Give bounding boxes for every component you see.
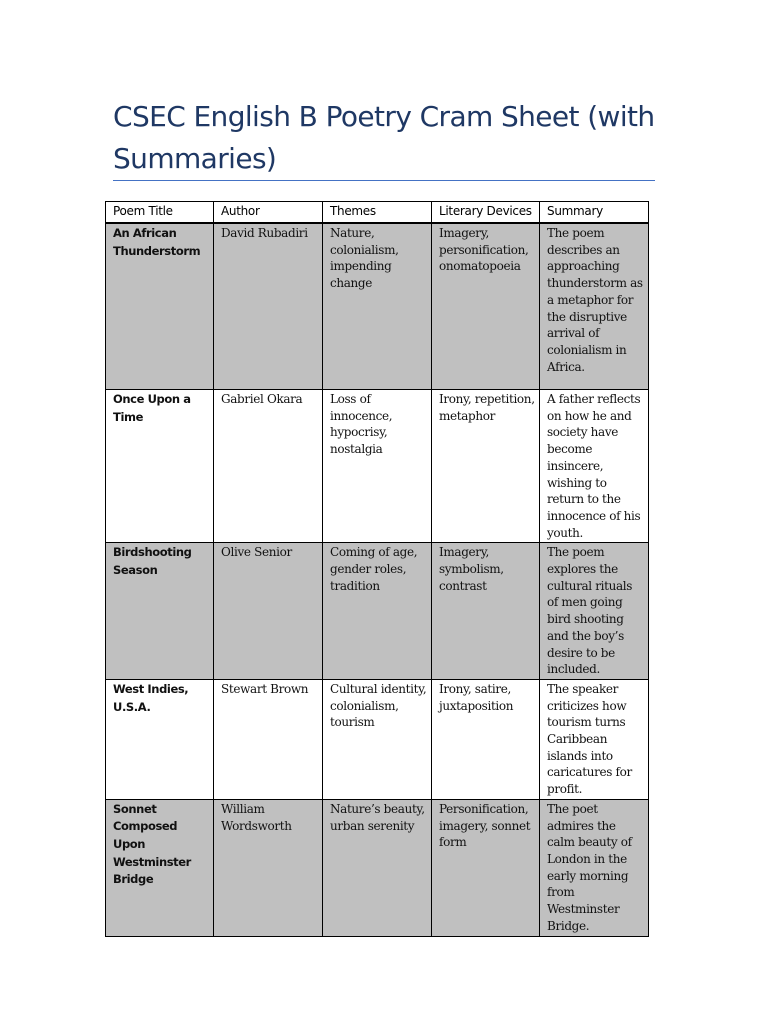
summary-cell: The poem describes an approaching thunderstorm as a metaphor for the disruptive arrival of colonialism in Africa. [540, 223, 649, 390]
header-author: Author [214, 202, 323, 224]
themes-cell: Nature’s beauty, urban serenity [323, 799, 432, 936]
themes-cell: Cultural identity, colonialism, tourism [323, 679, 432, 799]
devices-cell: Irony, repetition, metaphor [432, 390, 540, 543]
header-themes: Themes [323, 202, 432, 224]
poem-title-cell: Birdshooting Season [106, 543, 214, 680]
summary-cell: The poet admires the calm beauty of London in the early morning from Westminster Bridge. [540, 799, 649, 936]
devices-cell: Irony, satire, juxtaposition [432, 679, 540, 799]
table-row [106, 543, 649, 680]
summary-cell: The speaker criticizes how tourism turns Caribbean islands into caricatures for profit. [540, 679, 649, 799]
header-poem-title: Poem Title [106, 202, 214, 224]
table-row [106, 679, 649, 799]
summary-cell: The poem explores the cultural rituals of men going bird shooting and the boy’s desire to be included. [540, 543, 649, 680]
author-cell: Gabriel Okara [214, 390, 323, 543]
devices-cell: Imagery, symbolism, contrast [432, 543, 540, 680]
summary-cell: A father reflects on how he and society have become insincere, wishing to return to the innocence of his youth. [540, 390, 649, 543]
document-title: CSEC English B Poetry Cram Sheet (with Summaries) [113, 100, 655, 175]
header-summary: Summary [540, 202, 649, 224]
title-underline [113, 180, 655, 181]
poem-title-cell: Once Upon a Time [106, 390, 214, 543]
table-row [106, 390, 649, 543]
themes-cell: Nature, colonialism, impending change [323, 223, 432, 390]
author-cell: David Rubadiri [214, 223, 323, 390]
table-row [106, 223, 649, 390]
themes-cell: Loss of innocence, hypocrisy, nostalgia [323, 390, 432, 543]
author-cell: Olive Senior [214, 543, 323, 680]
author-cell: William Wordsworth [214, 799, 323, 936]
author-cell: Stewart Brown [214, 679, 323, 799]
header-literary-devices: Literary Devices [432, 202, 540, 224]
devices-cell: Personification, imagery, sonnet form [432, 799, 540, 936]
poem-title-cell: Sonnet Composed Upon Westminster Bridge [106, 799, 214, 936]
table-header-row [106, 202, 649, 224]
table-row [106, 799, 649, 936]
themes-cell: Coming of age, gender roles, tradition [323, 543, 432, 680]
poem-title-cell: West Indies, U.S.A. [106, 679, 214, 799]
poem-title-cell: An African Thunderstorm [106, 223, 214, 390]
poetry-table [105, 201, 649, 937]
devices-cell: Imagery, personification, onomatopoeia [432, 223, 540, 390]
